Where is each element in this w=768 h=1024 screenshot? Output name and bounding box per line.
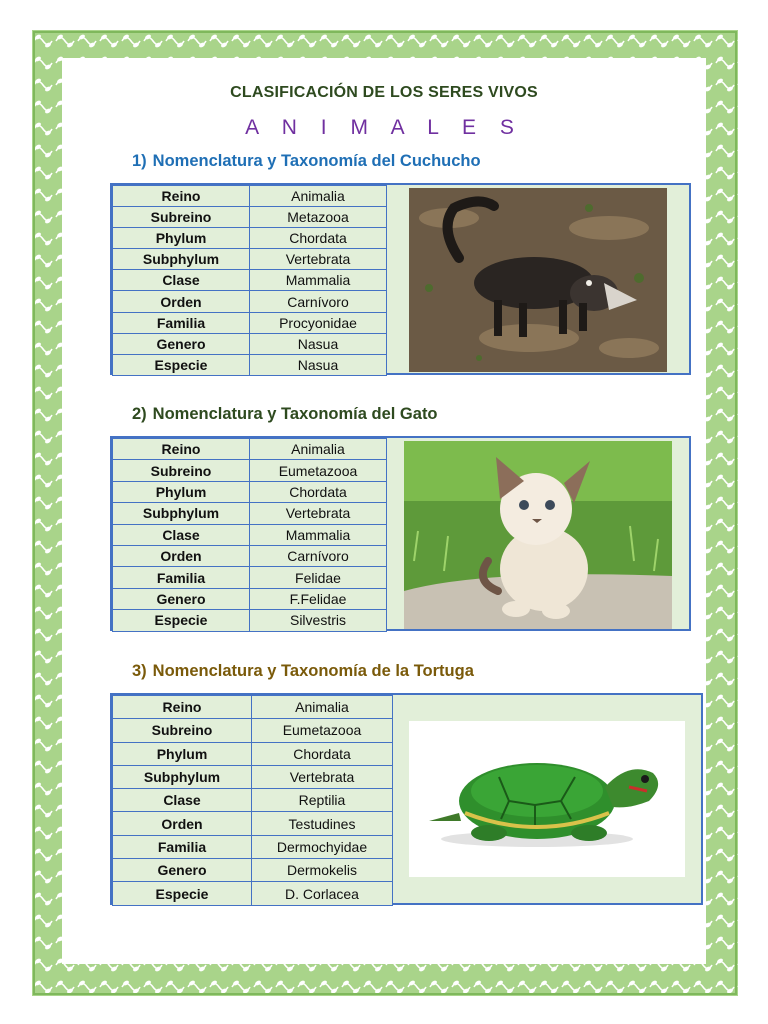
taxon-value: Chordata	[250, 228, 387, 249]
taxon-rank: Subreino	[113, 460, 250, 481]
taxon-rank: Clase	[113, 524, 250, 545]
taxon-value: Chordata	[252, 742, 393, 765]
taxon-value: Animalia	[252, 696, 393, 719]
taxon-rank: Subphylum	[113, 503, 250, 524]
turtle-photo	[409, 721, 685, 877]
taxon-value: Dermokelis	[252, 859, 393, 882]
table-row	[113, 859, 393, 882]
taxon-value: Mammalia	[250, 270, 387, 291]
table-row	[113, 291, 387, 312]
table-row	[113, 228, 387, 249]
table-row	[113, 333, 387, 354]
table-row	[113, 719, 393, 742]
taxon-value: Eumetazooa	[250, 460, 387, 481]
table-row	[113, 696, 393, 719]
taxon-value: Vertebrata	[250, 503, 387, 524]
taxon-rank: Orden	[113, 812, 252, 835]
table-row	[113, 312, 387, 333]
taxon-value: Nasua	[250, 333, 387, 354]
table-row	[113, 545, 387, 566]
taxon-value: Animalia	[250, 186, 387, 207]
taxon-rank: Familia	[113, 567, 250, 588]
taxon-rank: Especie	[113, 610, 250, 631]
taxon-rank: Reino	[113, 186, 250, 207]
taxon-rank: Subreino	[113, 207, 250, 228]
table-row	[113, 765, 393, 788]
taxon-rank: Especie	[113, 882, 252, 905]
taxonomy-block-gato	[110, 436, 691, 631]
section-title-gato	[132, 405, 438, 424]
table-row	[113, 249, 387, 270]
table-row	[113, 524, 387, 545]
taxon-value: Mammalia	[250, 524, 387, 545]
table-row	[113, 789, 393, 812]
kitten-photo	[404, 441, 672, 629]
taxon-rank: Genero	[113, 333, 250, 354]
taxon-value: Vertebrata	[250, 249, 387, 270]
table-row	[113, 610, 387, 631]
table-row	[113, 270, 387, 291]
table-row	[113, 481, 387, 502]
taxonomy-table-gato	[112, 438, 387, 632]
table-row	[113, 588, 387, 609]
coati-photo	[409, 188, 667, 372]
taxon-rank: Genero	[113, 859, 252, 882]
taxon-rank: Reino	[113, 696, 252, 719]
table-row	[113, 742, 393, 765]
section-title-cuchucho	[132, 152, 481, 171]
table-row	[113, 354, 387, 375]
taxonomy-block-tortuga	[110, 693, 703, 905]
taxon-rank: Familia	[113, 312, 250, 333]
taxon-rank: Subphylum	[113, 249, 250, 270]
taxon-value: D. Corlacea	[252, 882, 393, 905]
taxon-value: Metazooa	[250, 207, 387, 228]
taxon-rank: Orden	[113, 291, 250, 312]
table-row	[113, 207, 387, 228]
taxon-rank: Reino	[113, 439, 250, 460]
section-number: 1)	[132, 152, 147, 170]
taxon-value: Reptilia	[252, 789, 393, 812]
taxon-value: Eumetazooa	[252, 719, 393, 742]
taxon-value: Dermochyidae	[252, 835, 393, 858]
section-number: 2)	[132, 405, 147, 423]
taxon-value: Procyonidae	[250, 312, 387, 333]
table-row	[113, 882, 393, 905]
table-row	[113, 835, 393, 858]
taxon-value: Animalia	[250, 439, 387, 460]
table-row	[113, 460, 387, 481]
taxon-rank: Phylum	[113, 228, 250, 249]
taxon-rank: Clase	[113, 270, 250, 291]
table-row	[113, 439, 387, 460]
taxon-value: Carnívoro	[250, 291, 387, 312]
taxon-value: Chordata	[250, 481, 387, 502]
taxon-rank: Familia	[113, 835, 252, 858]
taxon-rank: Subphylum	[113, 765, 252, 788]
section-title-text: Nomenclatura y Taxonomía del Gato	[152, 405, 438, 423]
taxon-rank: Clase	[113, 789, 252, 812]
taxon-value: Silvestris	[250, 610, 387, 631]
taxon-rank: Orden	[113, 545, 250, 566]
taxon-rank: Phylum	[113, 742, 252, 765]
section-number: 3)	[132, 662, 147, 680]
table-row	[113, 567, 387, 588]
taxon-rank: Especie	[113, 354, 250, 375]
table-row	[113, 186, 387, 207]
table-row	[113, 812, 393, 835]
document-subtitle: A N I M A L E S	[245, 116, 523, 139]
taxon-rank: Genero	[113, 588, 250, 609]
taxonomy-table-cuchucho	[112, 185, 387, 376]
taxonomy-block-cuchucho	[110, 183, 691, 375]
table-row	[113, 503, 387, 524]
section-title-tortuga	[132, 662, 474, 681]
taxon-rank: Subreino	[113, 719, 252, 742]
document-title: CLASIFICACIÓN DE LOS SERES VIVOS	[230, 84, 538, 101]
taxon-value: Testudines	[252, 812, 393, 835]
taxon-value: F.Felidae	[250, 588, 387, 609]
taxon-value: Felidae	[250, 567, 387, 588]
taxon-value: Vertebrata	[252, 765, 393, 788]
taxon-value: Carnívoro	[250, 545, 387, 566]
taxonomy-table-tortuga	[112, 695, 393, 906]
taxon-value: Nasua	[250, 354, 387, 375]
taxon-rank: Phylum	[113, 481, 250, 502]
section-title-text: Nomenclatura y Taxonomía del Cuchucho	[152, 152, 481, 170]
section-title-text: Nomenclatura y Taxonomía de la Tortuga	[152, 662, 474, 680]
